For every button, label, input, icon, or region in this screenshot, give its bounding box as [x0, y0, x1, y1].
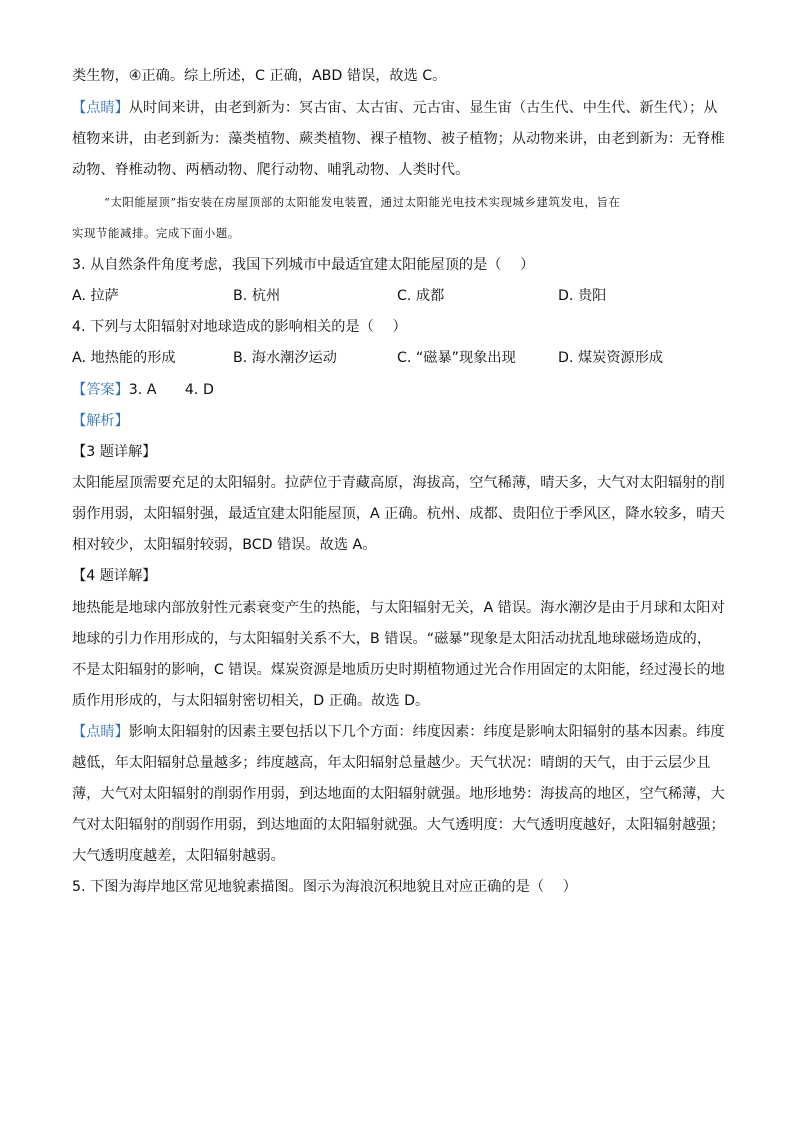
analysis-tag: [72, 411, 129, 431]
q4-option-d: D. 煤炭资源形成: [558, 350, 664, 366]
text-line: 薄，大气对太阳辐射的削弱作用弱，到达地面的太阳辐射就强。地形地势：海拔高的地区，空气稀薄，大: [72, 786, 725, 802]
intro-line: 实现节能减排。完成下面小题。: [72, 226, 240, 240]
text-line: 相对较少，太阳辐射较弱，BCD 错误。故选 A。: [72, 537, 377, 553]
text-line: 质作用形成的，与太阳辐射密切相关，D 正确。故选 D。: [72, 693, 430, 709]
intro-line: “太阳能屋顶”指安装在房屋顶部的太阳能发电装置，通过太阳能光电技术实现城乡建筑发电，旨在: [104, 195, 621, 209]
tip-text: 从时间来讲，由老到新为：冥古宙、太古宙、元古宙、显生宙（古生代、中生代、新生代）；从: [128, 100, 718, 116]
analysis-label: 【解析】: [72, 413, 129, 429]
text-line: 不是太阳辐射的影响，C 错误。煤炭资源是地质历史时期植物通过光合作用固定的太阳能，经过漫长的地: [72, 662, 725, 678]
text-line: 地球的引力作用形成的，与太阳辐射关系不大，B 错误。“磁暴”现象是太阳活动扰乱地球磁场造成的，: [72, 631, 712, 647]
text-line: 大气透明度越差，太阳辐射越弱。: [72, 848, 285, 864]
text-line: 类生物，④正确。综上所述，C 正确，ABD 错误，故选 C。: [72, 68, 447, 84]
tip-text: 影响太阳辐射的因素主要包括以下几个方面：纬度因素：纬度是影响太阳辐射的基本因素。纬度: [128, 724, 725, 740]
q3-option-d: D. 贵阳: [558, 288, 607, 304]
detail-3-heading: 【3 题详解】: [72, 444, 157, 460]
question-4: 4. 下列与太阳辐射对地球造成的影响相关的是（ ）: [72, 319, 407, 335]
text-line: 动物、脊椎动物、两栖动物、爬行动物、哺乳动物、人类时代。: [72, 162, 470, 178]
detail-4-heading: 【4 题详解】: [72, 568, 157, 584]
q4-option-c: C. “磁暴”现象出现: [397, 350, 516, 366]
text-line: 弱作用弱，太阳辐射强，最适宜建太阳能屋顶，A 正确。杭州、成都、贵阳位于季风区，降水较多，晴天: [72, 506, 725, 522]
q4-option-a: A. 地热能的形成: [72, 350, 176, 366]
text-line: 地热能是地球内部放射性元素衰变产生的热能，与太阳辐射无关，A 错误。海水潮汐是由于月球和太阳对: [72, 600, 725, 616]
tip-tag: 【点睛】: [72, 100, 129, 116]
question-5: 5. 下图为海岸地区常见地貌素描图。图示为海浪沉积地貌且对应正确的是（ ）: [72, 879, 577, 895]
answer-line: [72, 380, 214, 400]
tip-tag: 【点睛】: [72, 724, 129, 740]
q4-option-b: B. 海水潮汐运动: [233, 350, 337, 366]
text-line: 太阳能屋顶需要充足的太阳辐射。拉萨位于青藏高原，海拔高，空气稀薄，晴天多，大气对太阳辐射的削: [72, 475, 725, 491]
text-line: 植物来讲，由老到新为：藻类植物、蕨类植物、裸子植物、被子植物；从动物来讲，由老到新为：无脊椎: [72, 131, 725, 147]
question-3: 3. 从自然条件角度考虑，我国下列城市中最适宜建太阳能屋顶的是（ ）: [72, 257, 535, 273]
q3-option-a: A. 拉萨: [72, 288, 119, 304]
answer-text: 3. A 4. D: [128, 382, 214, 398]
q3-option-b: B. 杭州: [233, 288, 281, 304]
text-line: 越低，年太阳辐射总量越多；纬度越高，年太阳辐射总量越少。天气状况：晴朗的天气，由于云层少且: [72, 755, 711, 771]
tip-paragraph-line: [72, 722, 725, 742]
answer-tag: 【答案】: [72, 382, 129, 398]
text-line: 气对太阳辐射的削弱作用弱，到达地面的太阳辐射就强。大气透明度：大气透明度越好，太阳辐射越强；: [72, 817, 725, 833]
q3-option-c: C. 成都: [397, 288, 445, 304]
tip-paragraph-line: [72, 98, 718, 118]
